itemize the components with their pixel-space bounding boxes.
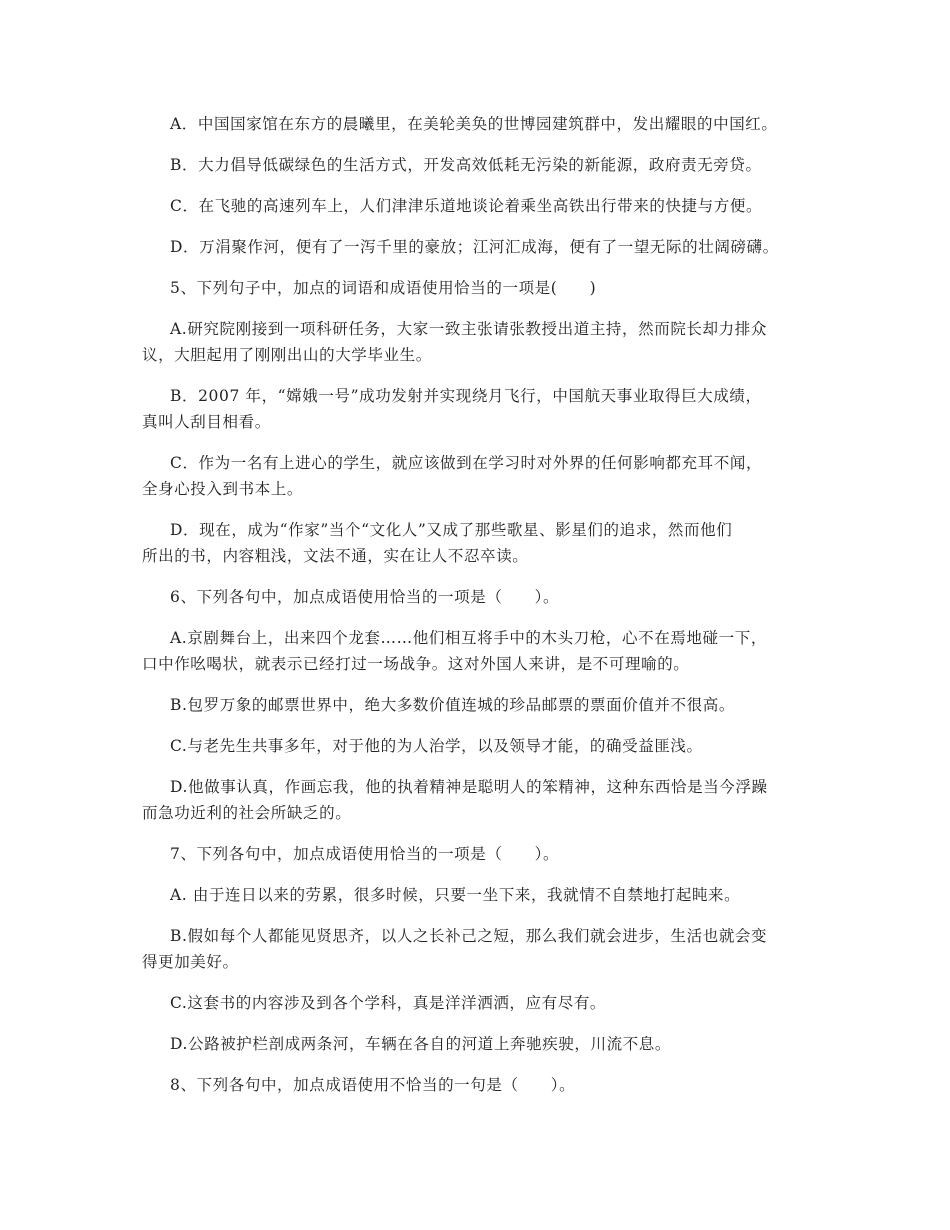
q7-option-a: A. 由于连日以来的劳累，很多时候，只要一坐下来，我就情不自禁地打起盹来。	[170, 886, 741, 904]
q5-option-a-line1: A.研究院刚接到一项科研任务，大家一致主张请张教授出道主持，然而院长却力排众	[170, 320, 767, 338]
q7-option-b-line1: B.假如每个人都能见贤思齐，以人之长补己之短，那么我们就会进步，生活也就会变	[170, 927, 768, 945]
q5-option-c-line2: 全身心投入到书本上。	[142, 480, 304, 498]
option-c-q4: C．在飞驰的高速列车上，人们津津乐道地谈论着乘坐高铁出行带来的快捷与方便。	[170, 197, 763, 215]
q5-option-a-line2: 议，大胆起用了刚刚出山的大学毕业生。	[142, 346, 432, 364]
q6-option-d-line2: 而急功近利的社会所缺乏的。	[142, 804, 352, 822]
option-b-q4: B．大力倡导低碳绿色的生活方式，开发高效低耗无污染的新能源，政府责无旁贷。	[170, 156, 762, 174]
q5-option-b-line2: 真叫人刮目相看。	[142, 413, 271, 431]
option-d-q4: D．万涓聚作河，便有了一泻千里的豪放；江河汇成海，便有了一望无际的壮阔磅礴。	[170, 238, 779, 256]
q6-option-d-line1: D.他做事认真，作画忘我，他的执着精神是聪明人的笨精神，这种东西恰是当今浮躁	[170, 778, 768, 796]
q6-option-c: C.与老先生共事多年，对于他的为人治学，以及领导才能，的确受益匪浅。	[170, 737, 703, 755]
question-6-stem: 6、下列各句中，加点成语使用恰当的一项是（ ）。	[170, 588, 560, 606]
question-8-stem: 8、下列各句中，加点成语使用不恰当的一句是（ ）。	[170, 1076, 576, 1094]
q7-option-d: D.公路被护栏剖成两条河，车辆在各自的河道上奔驰疾驶，川流不息。	[170, 1035, 672, 1053]
q5-option-d-line2: 所出的书，内容粗浅，文法不通，实在让人不忍卒读。	[142, 547, 529, 565]
q6-option-a-line2: 口中作吆喝状，就表示已经打过一场战争。这对外国人来讲，是不可理喻的。	[142, 655, 690, 673]
q7-option-c: C.这套书的内容涉及到各个学科，真是洋洋洒洒，应有尽有。	[170, 994, 607, 1012]
option-a-q4: A．中国国家馆在东方的晨曦里，在美轮美奂的世博园建筑群中，发出耀眼的中国红。	[170, 115, 778, 133]
q5-option-c-line1: C．作为一名有上进心的学生，就应该做到在学习时对外界的任何影响都充耳不闻，	[170, 454, 763, 472]
q5-option-b-line1: B．2007 年，“嫦娥一号”成功发射并实现绕月飞行，中国航天事业取得巨大成绩，	[170, 387, 762, 405]
q6-option-a-line1: A.京剧舞台上，出来四个龙套……他们相互将手中的木头刀枪，心不在焉地碰一下，	[170, 629, 767, 647]
q6-option-b: B.包罗万象的邮票世界中，绝大多数价值连城的珍品邮票的票面价值并不很高。	[170, 696, 735, 714]
q5-option-d-line1: D．现在，成为“作家”当个“文化人”又成了那些歌星、影星们的追求，然而他们	[170, 521, 733, 539]
q7-option-b-line2: 得更加美好。	[142, 953, 239, 971]
question-5-stem: 5、下列句子中，加点的词语和成语使用恰当的一项是( )	[170, 279, 597, 297]
question-7-stem: 7、下列各句中，加点成语使用恰当的一项是（ ）。	[170, 845, 560, 863]
